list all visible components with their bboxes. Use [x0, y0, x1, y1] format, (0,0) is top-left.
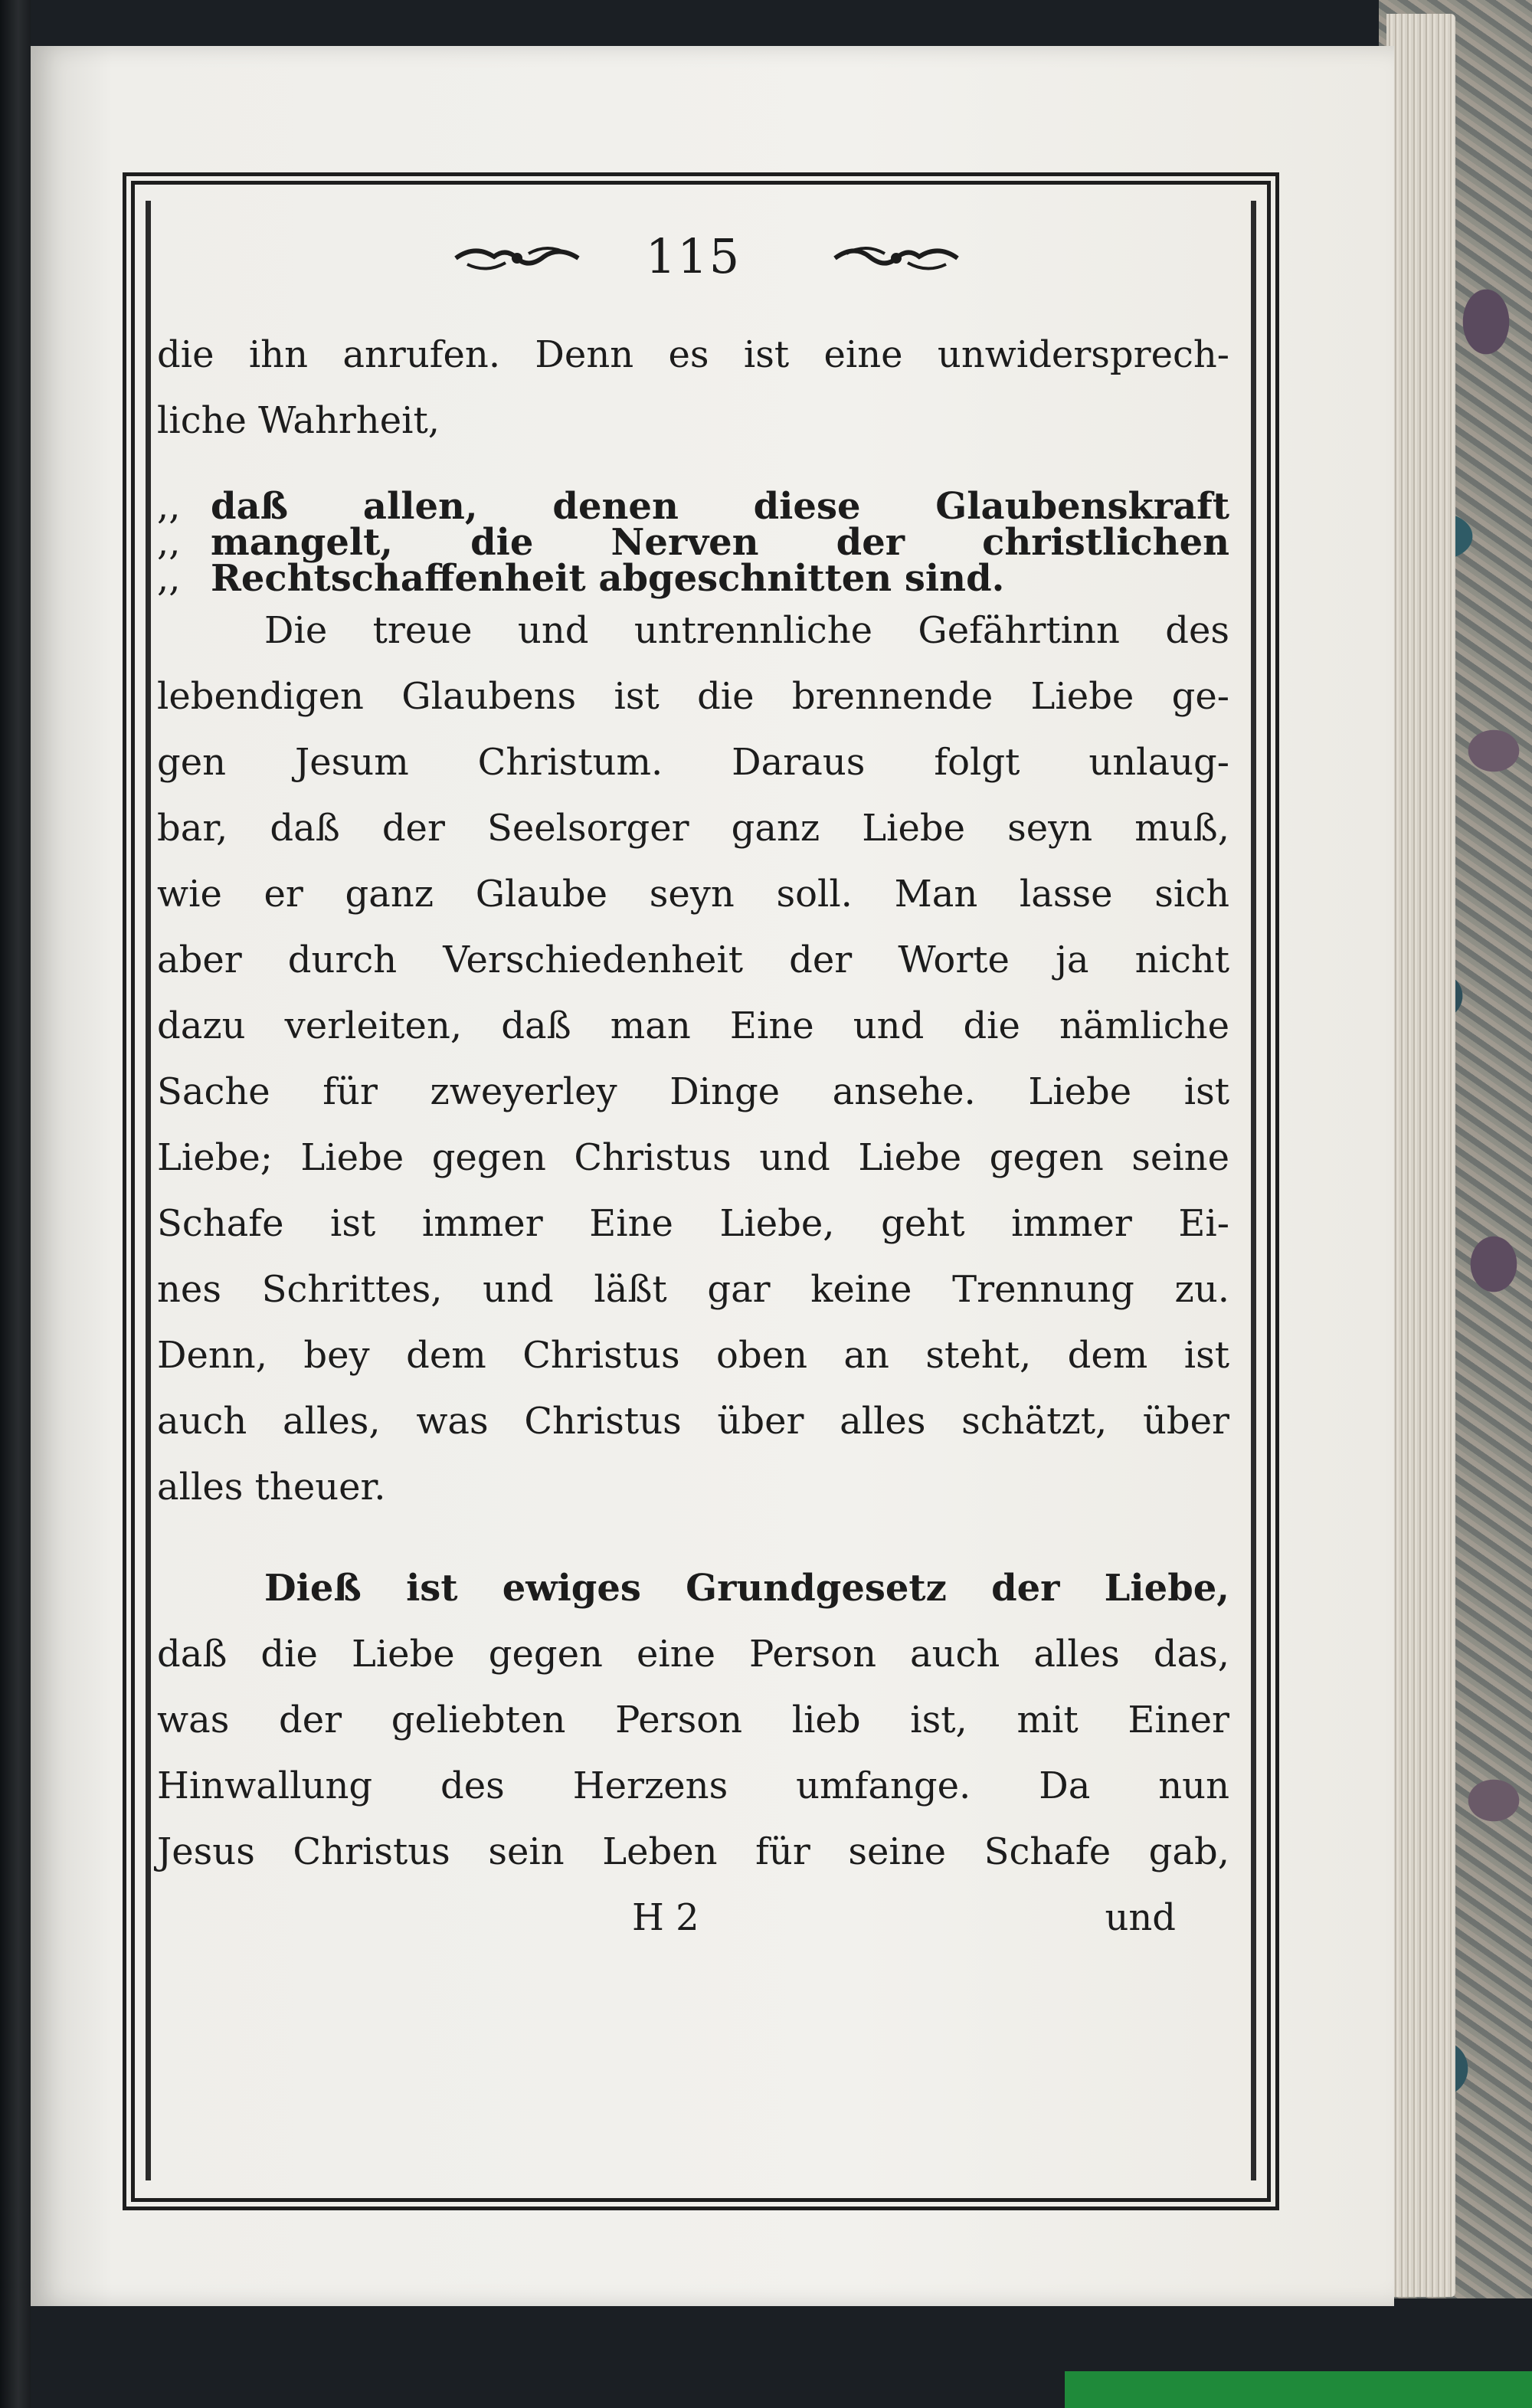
- page-header: [157, 226, 1229, 287]
- text-line: Liebe; Liebe gegen Christus und Liebe gegen seine: [157, 1136, 1229, 1179]
- text-line: nes Schrittes, und läßt gar keine Trennung zu.: [157, 1268, 1229, 1311]
- text-line: Dieß ist ewiges Grundgesetz der Liebe,: [264, 1567, 1229, 1610]
- text-line: Denn, bey dem Christus oben an steht, dem ist: [157, 1334, 1229, 1377]
- book-gutter-edge: [0, 0, 31, 2408]
- quote-text: mangelt, die Nerven der christlichen: [211, 521, 1229, 564]
- text-line: bar, daß der Seelsorger ganz Liebe seyn muß,: [157, 807, 1229, 850]
- quote-mark: ,,: [157, 557, 181, 600]
- quote-text: Rechtschaffenheit abgeschnitten sind.: [211, 557, 1005, 600]
- text-line: Jesus Christus sein Leben für seine Schafe gab,: [157, 1830, 1229, 1873]
- quote-text: daß allen, denen diese Glaubenskraft: [211, 485, 1229, 528]
- page-edges: [1386, 14, 1455, 2297]
- text-line: Schafe ist immer Eine Liebe, geht immer Ei-: [157, 1202, 1229, 1245]
- quote-mark: ,,: [157, 485, 181, 528]
- right-ornament-icon: [831, 241, 961, 275]
- catchword: und: [1105, 1896, 1176, 1939]
- text-line: daß die Liebe gegen eine Person auch alles das,: [157, 1633, 1229, 1676]
- text-line: alles theuer.: [157, 1466, 386, 1509]
- text-line: auch alles, was Christus über alles schätzt, über: [157, 1400, 1229, 1443]
- text-line: gen Jesum Christum. Daraus folgt unlaug-: [157, 741, 1229, 784]
- text-line: Die treue und untrennliche Gefährtinn des: [264, 609, 1229, 652]
- text-line: Sache für zweyerley Dinge ansehe. Liebe ist: [157, 1070, 1229, 1113]
- text-line: lebendigen Glaubens ist die brennende Liebe ge-: [157, 675, 1229, 718]
- text-line: wie er ganz Glaube seyn soll. Man lasse sich: [157, 873, 1229, 916]
- text-line: was der geliebten Person lieb ist, mit Einer: [157, 1699, 1229, 1741]
- quote-mark: ,,: [157, 521, 181, 564]
- green-background-strip: [1065, 2371, 1532, 2408]
- text-line: Hinwallung des Herzens umfange. Da nun: [157, 1764, 1229, 1807]
- text-line: die ihn anrufen. Denn es ist eine unwidersprech-: [157, 333, 1229, 376]
- page-number: 115: [645, 228, 741, 284]
- left-ornament-icon: [452, 241, 582, 275]
- text-line: aber durch Verschiedenheit der Worte ja nicht: [157, 939, 1229, 981]
- text-line: dazu verleiten, daß man Eine und die nämliche: [157, 1004, 1229, 1047]
- signature-mark: H 2: [632, 1896, 699, 1939]
- text-line: liche Wahrheit,: [157, 399, 440, 442]
